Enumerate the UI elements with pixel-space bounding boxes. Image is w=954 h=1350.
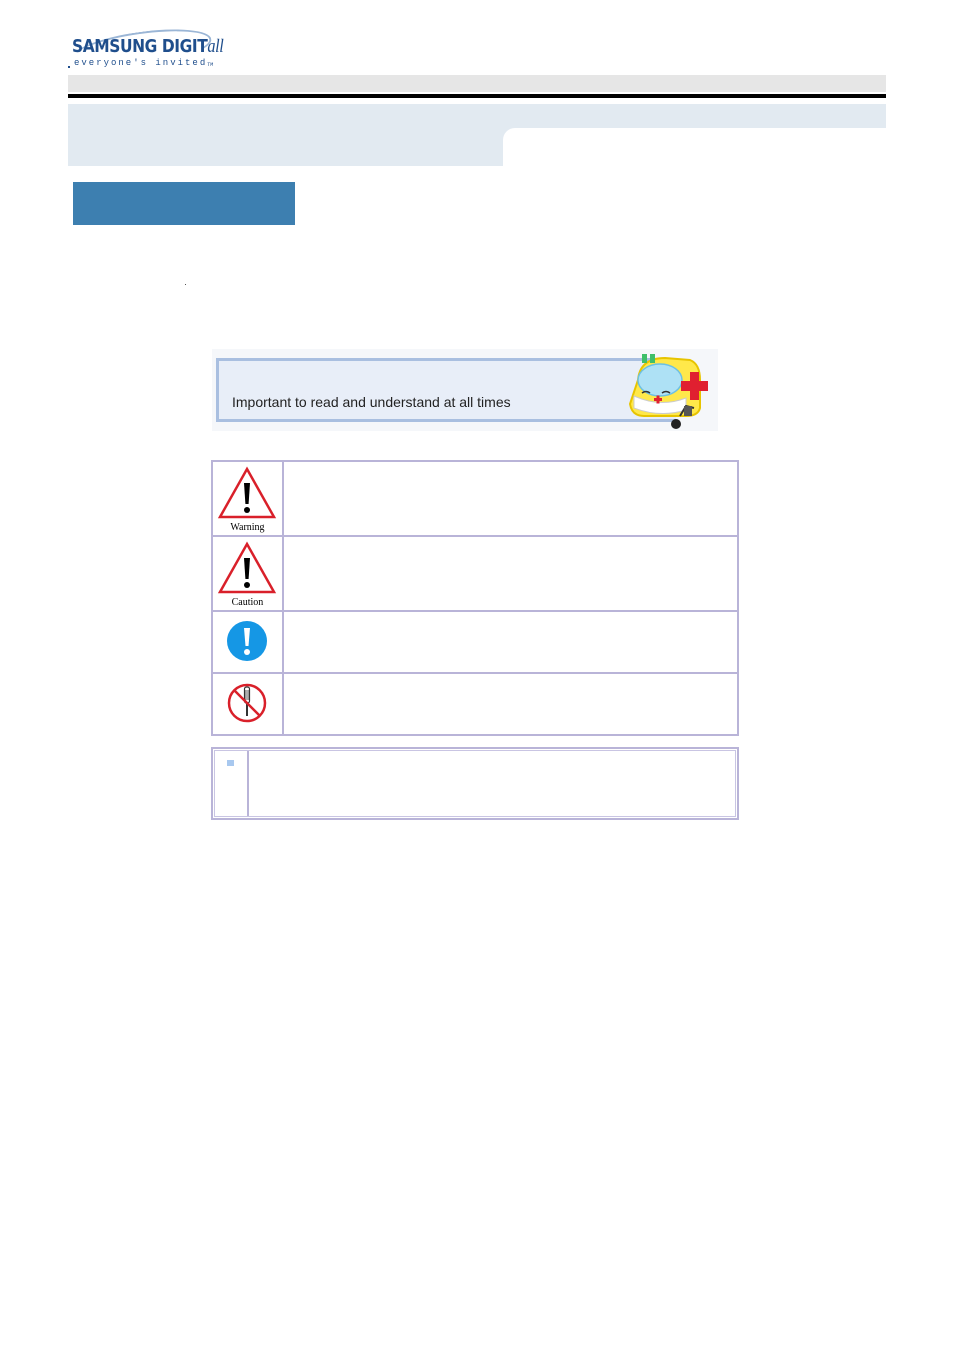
logo-tagline: everyone's invitedTM [74, 58, 214, 68]
logo-dot [68, 66, 70, 68]
symbol-cell [212, 461, 283, 536]
header-gray-bar [68, 75, 886, 92]
section-tab [73, 182, 295, 225]
warning-triangle-icon [217, 466, 277, 520]
note-inner-border [214, 750, 736, 817]
logo-brand: SAMSUNG DIGITall [72, 36, 224, 57]
table-row [212, 673, 738, 735]
stray-mark [185, 284, 186, 285]
table-row [212, 461, 738, 536]
table-row [212, 536, 738, 611]
table-row [212, 611, 738, 673]
symbol-cell [212, 673, 283, 735]
symbol-cell [212, 536, 283, 611]
note-bullet-icon [227, 760, 234, 766]
symbol-label: Warning [230, 522, 265, 533]
caution-triangle-icon [217, 541, 277, 595]
ambulance-icon [620, 350, 720, 432]
important-text: Important to read and understand at all times [232, 394, 511, 410]
symbol-cell [212, 611, 283, 673]
header-rule [68, 94, 886, 98]
symbol-description [283, 673, 738, 735]
note-divider [247, 751, 249, 816]
do-not-disassemble-icon [226, 682, 268, 724]
important-exclamation-icon [226, 620, 268, 662]
symbol-description [283, 536, 738, 611]
note-box [211, 747, 739, 820]
symbol-description [283, 611, 738, 673]
symbol-description [283, 461, 738, 536]
symbols-table [211, 460, 739, 736]
symbol-label: Caution [231, 597, 264, 608]
banner-notch [503, 128, 886, 166]
samsung-logo [68, 28, 224, 72]
important-box [216, 358, 676, 422]
